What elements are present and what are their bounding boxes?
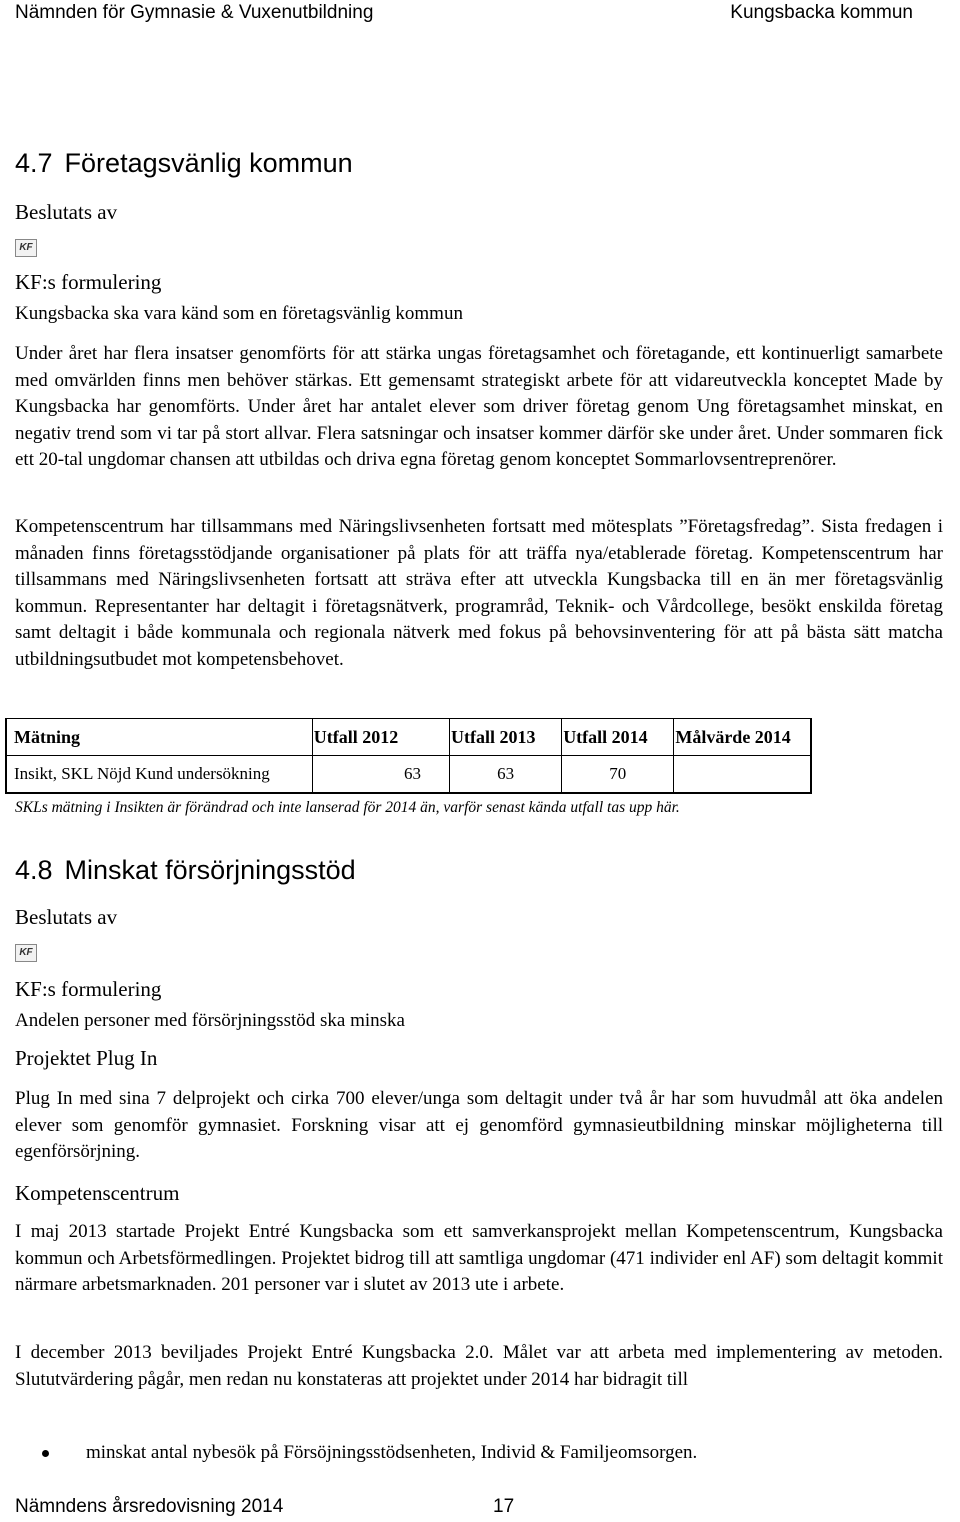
- table-header-cell: Utfall 2014: [562, 719, 674, 756]
- section-47-paragraph-2: Kompetenscentrum har tillsammans med Näringslivsenheten fortsatt med mötesplats ”Företagsfredag”. Sista fredagen i månaden finns företagsstödjande organisationer på plats för att träffa nya/etablerade företag. Kompetenscentrum har tillsammans med Näringslivsenheten fortsatt att sträva efter att utveckla Kungsbacka till en än mer företagsvänlig kommun. Representanter har deltagit i företagsnätverk, programråd, Teknik- och Vårdcollege, besökt enskilda företag samt deltagit i både kommunala och regionala nätverk med fokus på behovsinventering för att på bästa sätt matcha utbildningsutbudet mot kompetensbehovet.: [15, 516, 943, 670]
- section-47-title: Företagsvänlig kommun: [64, 148, 353, 178]
- list-item-text: minskat antal nybesök på Försöjningsstödsenheten, Individ & Familjeomsorgen.: [86, 1442, 698, 1463]
- table-cell: 70: [562, 756, 674, 794]
- section-47-paragraph-1: Under året har flera insatser genomförts för att stärka ungas företagsamhet och företagande, ett kontinuerligt samarbete med omvärlden finns men behöver stärkas. Ett gemensamt strategiskt arbete för att vidareutveckla konceptet Made by Kungsbacka har genomförts. Under året har antalet elever som driver företag genom Ung företagsamhet minskat, en negativ trend som vi tar på stort allvar. Flera satsningar och insatser kommer därför ske under året. Under sommaren fick ett 20-tal ungdomar chansen att utbildas och driva egna företag genom konceptet Sommarlovsentreprenörer.: [15, 343, 943, 470]
- page-header: [0, 0, 960, 30]
- table-header-row: [6, 719, 811, 756]
- page-number: 17: [493, 1496, 515, 1517]
- page-footer: [15, 1494, 515, 1520]
- table-cell: [674, 756, 811, 794]
- section-47-kf-text: Kungsbacka ska vara känd som en företagsvänlig kommun: [15, 303, 463, 324]
- plug-in-heading: Projektet Plug In: [15, 1046, 158, 1070]
- section-47-beslutats-label: Beslutats av: [15, 200, 118, 224]
- measurement-table: [5, 718, 812, 794]
- plug-in-paragraph: Plug In med sina 7 delprojekt och cirka 700 elever/unga som deltagit under två år har som huvudmål att öka andelen elever som genomför gymnasiet. Forskning visar att ej genomförd gymnasieutbildning minskar möjligheterna till egenförsörjning.: [15, 1088, 943, 1162]
- section-48-title: Minskat försörjningsstöd: [64, 855, 356, 885]
- table-row: [6, 756, 811, 794]
- section-48-kf-label: KF:s formulering: [15, 977, 162, 1001]
- footer-text: Nämndens årsredovisning 2014: [15, 1496, 284, 1517]
- header-left-text: Nämnden för Gymnasie & Vuxenutbildning: [15, 2, 374, 23]
- table-cell: 63: [312, 756, 449, 794]
- table-cell: Insikt, SKL Nöjd Kund undersökning: [6, 756, 312, 794]
- section-48-beslutats-label: Beslutats av: [15, 905, 118, 929]
- table-header-cell: Målvärde 2014: [674, 719, 811, 756]
- table-cell: 63: [450, 756, 562, 794]
- section-47-heading: [15, 147, 353, 179]
- section-47-kf-label: KF:s formulering: [15, 270, 162, 294]
- kf-icon: KF: [15, 239, 37, 257]
- bullet-dot: [42, 1450, 49, 1457]
- table-header-cell: Mätning: [6, 719, 312, 756]
- kf-icon: KF: [15, 944, 37, 962]
- table-note: SKLs mätning i Insikten är förändrad och inte lanserad för 2014 än, varför senast kända utfall tas upp här.: [15, 799, 680, 816]
- section-48-number: 4.8: [15, 855, 53, 885]
- section-47-number: 4.7: [15, 148, 53, 178]
- kompetenscentrum-paragraph-1: I maj 2013 startade Projekt Entré Kungsbacka som ett samverkansprojekt mellan Kompetenscentrum, Kungsbacka kommun och Arbetsförmedlingen. Projektet bidrog till att samtliga ungdomar (471 individer enl AF) som deltagit kommit närmare arbetsmarknaden. 201 personer var i slutet av 2013 ute i arbete.: [15, 1221, 943, 1295]
- kompetenscentrum-heading: Kompetenscentrum: [15, 1181, 180, 1205]
- table-header-cell: Utfall 2013: [450, 719, 562, 756]
- section-48-kf-text: Andelen personer med försörjningsstöd ska minska: [15, 1010, 405, 1031]
- kompetenscentrum-paragraph-2: I december 2013 beviljades Projekt Entré Kungsbacka 2.0. Målet var att arbeta med implementering av metoden. Slututvärdering pågår, men redan nu konstateras att projektet under 2014 har bidragit till: [15, 1342, 943, 1390]
- header-right-text: Kungsbacka kommun: [730, 2, 913, 23]
- table-header-cell: Utfall 2012: [312, 719, 449, 756]
- section-48-heading: [15, 854, 356, 886]
